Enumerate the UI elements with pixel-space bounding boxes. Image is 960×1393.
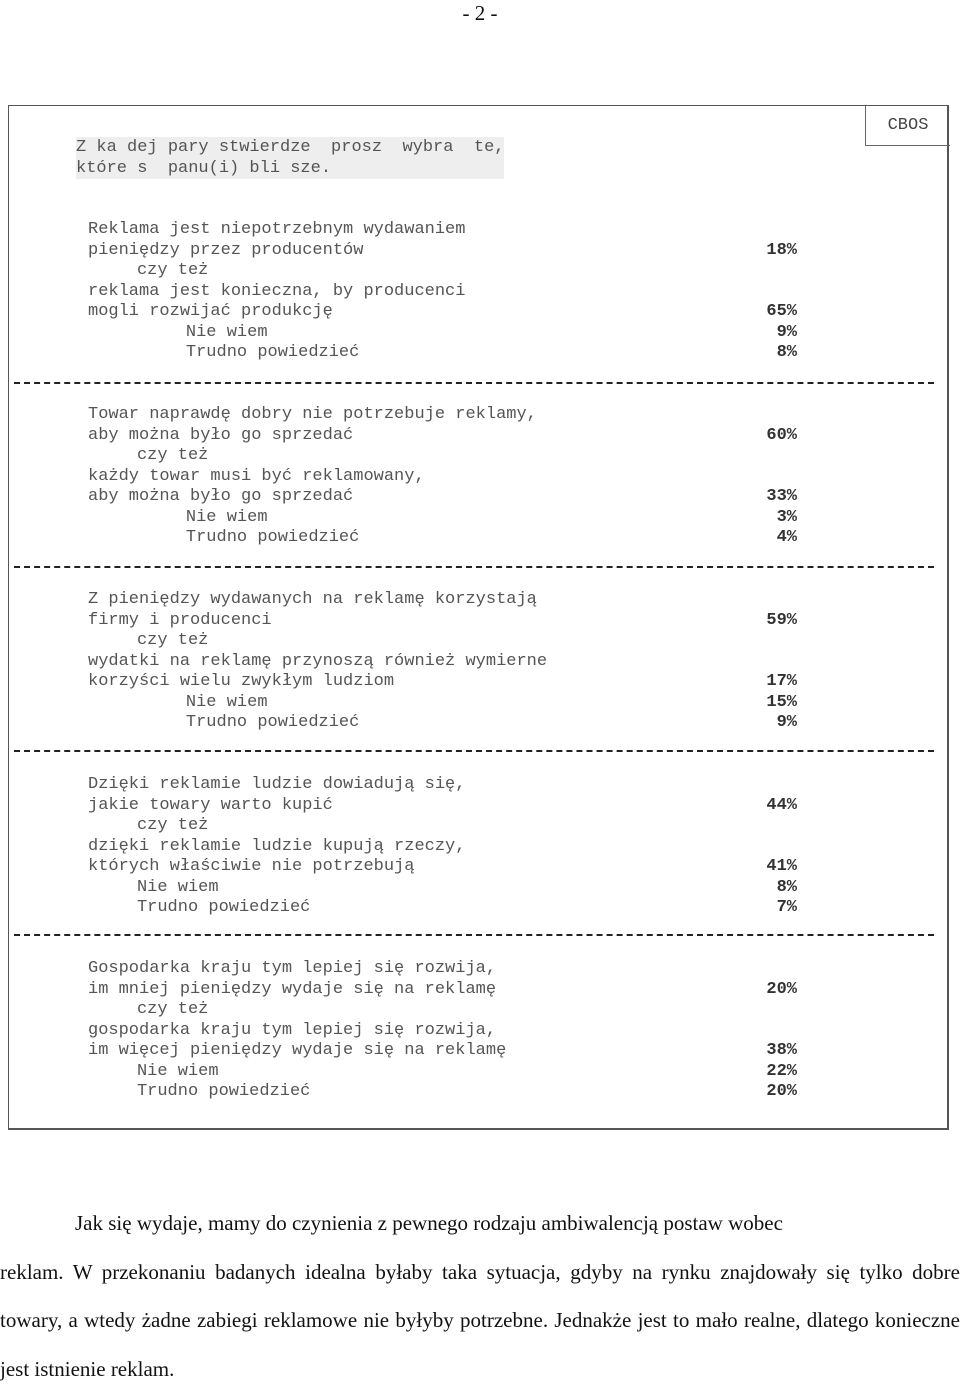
- answer-percentage: 9%: [776, 322, 797, 342]
- survey-question: [76, 137, 504, 179]
- statement-text: reklama jest konieczna, by producenci: [88, 281, 466, 301]
- answer-percentage: 18%: [766, 240, 797, 260]
- answer-percentage: 59%: [766, 610, 797, 630]
- answer-option-label: Nie wiem: [136, 1061, 219, 1081]
- answer-percentage: 17%: [766, 672, 797, 691]
- section-divider: [14, 382, 934, 384]
- question-line-1: Z ka dej pary stwierdze prosz wybra te,: [76, 138, 505, 157]
- answer-percentage: 20%: [766, 1082, 797, 1101]
- statement-text: wydatki na reklamę przynoszą również wymierne: [88, 651, 548, 671]
- answer-option-label: firmy i producenci: [88, 610, 272, 630]
- answer-percentage: 20%: [766, 979, 797, 999]
- answer-percentage: 44%: [766, 795, 797, 815]
- answer-percentage: 65%: [766, 302, 797, 321]
- answer-percentage: 15%: [766, 692, 797, 712]
- answer-percentage: 60%: [766, 425, 797, 445]
- source-tag: CBOS: [865, 106, 950, 146]
- answer-option-label: aby można było go sprzedać: [88, 487, 354, 506]
- section-divider: [14, 750, 934, 752]
- answer-percentage: 33%: [766, 487, 797, 506]
- section-divider: [14, 934, 934, 936]
- statement-text: każdy towar musi być reklamowany,: [88, 466, 425, 486]
- answer-option-label: Trudno powiedzieć: [185, 713, 360, 732]
- answer-percentage: 4%: [776, 528, 797, 547]
- answer-option-label: mogli rozwijać produkcję: [88, 302, 333, 321]
- answer-option-label: im więcej pieniędzy wydaje się na reklamę: [88, 1041, 507, 1060]
- statement-text: Towar naprawdę dobry nie potrzebuje reklamy,: [88, 405, 537, 424]
- answer-option-label: im mniej pieniędzy wydaje się na reklamę: [88, 979, 497, 999]
- question-line-2: które s panu(i) bli sze.: [76, 159, 332, 178]
- statement-text: Gospodarka kraju tym lepiej się rozwija,: [88, 959, 497, 978]
- answer-option-label: aby można było go sprzedać: [88, 425, 354, 445]
- answer-percentage: 41%: [766, 857, 797, 876]
- answer-percentage: 7%: [776, 898, 797, 917]
- answer-percentage: 8%: [776, 343, 797, 362]
- statement-text: czy też: [136, 261, 209, 280]
- answer-option-label: których właściwie nie potrzebują: [88, 857, 415, 876]
- answer-percentage: 38%: [766, 1041, 797, 1060]
- answer-option-label: pieniędzy przez producentów: [88, 240, 364, 260]
- answer-option-label: Trudno powiedzieć: [136, 1082, 311, 1101]
- answer-option-label: Nie wiem: [136, 877, 219, 897]
- statement-text: Z pieniędzy wydawanych na reklamę korzystają: [88, 590, 537, 609]
- answer-option-label: Trudno powiedzieć: [185, 343, 360, 362]
- answer-option-label: Nie wiem: [185, 322, 268, 342]
- answer-option-label: Trudno powiedzieć: [185, 528, 360, 547]
- statement-text: Dzięki reklamie ludzie dowiadują się,: [88, 775, 466, 794]
- statement-text: czy też: [136, 631, 209, 650]
- paragraph-rest: reklam. W przekonaniu badanych idealna byłaby taka sytuacja, gdyby na rynku znajdowały się tylko dobre towary, a wtedy żadne zabiegi reklamowe nie byłyby potrzebne. Jednakże jest to mało realne, dlatego konieczne jest istnienie reklam.: [0, 1259, 960, 1381]
- answer-option-label: Trudno powiedzieć: [136, 898, 311, 917]
- answer-percentage: 3%: [776, 507, 797, 527]
- answer-option-label: korzyści wielu zwykłym ludziom: [88, 672, 395, 691]
- page-number: - 2 -: [462, 1, 498, 25]
- statement-text: czy też: [136, 816, 209, 835]
- statement-text: czy też: [136, 446, 209, 465]
- answer-option-label: Nie wiem: [185, 692, 268, 712]
- section-divider: [14, 566, 934, 568]
- answer-option-label: Nie wiem: [185, 507, 268, 527]
- statement-text: czy też: [136, 1000, 209, 1019]
- statement-text: Reklama jest niepotrzebnym wydawaniem: [88, 220, 466, 239]
- statement-text: dzięki reklamie ludzie kupują rzeczy,: [88, 836, 466, 856]
- paragraph-line-1: Jak się wydaje, mamy do czynienia z pewnego rodzaju ambiwalencją postaw wobec: [75, 1211, 783, 1235]
- answer-percentage: 8%: [776, 877, 797, 897]
- statement-text: gospodarka kraju tym lepiej się rozwija,: [88, 1020, 497, 1040]
- answer-percentage: 9%: [776, 713, 797, 732]
- commentary-paragraph: [0, 1199, 960, 1393]
- answer-option-label: jakie towary warto kupić: [88, 795, 333, 815]
- answer-percentage: 22%: [766, 1061, 797, 1081]
